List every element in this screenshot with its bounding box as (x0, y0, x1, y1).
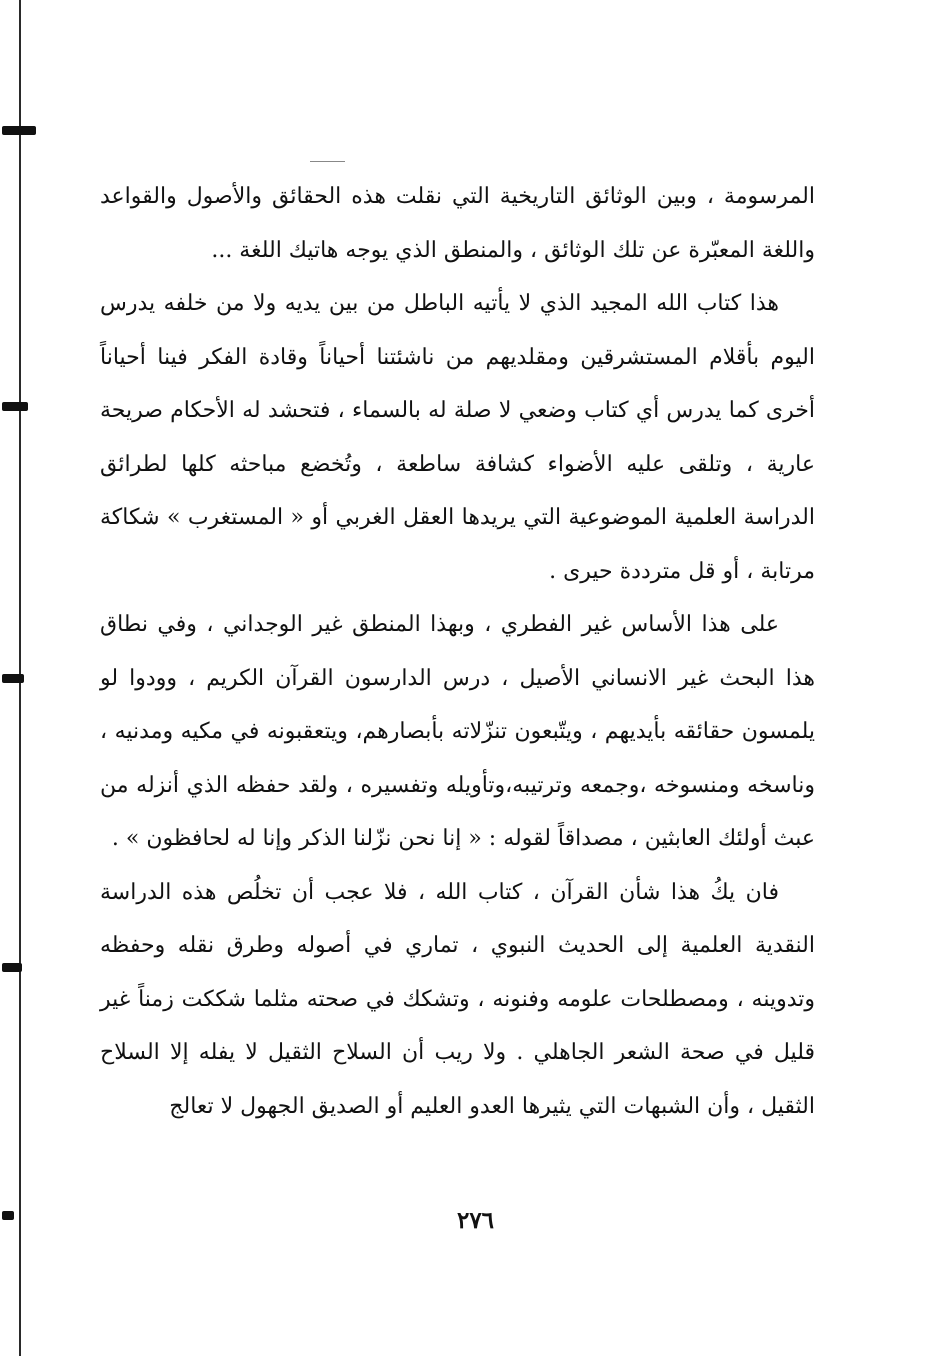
edge-tab-mark (2, 402, 28, 411)
paragraph-4: فان يكُ هذا شأن القرآن ، كتاب الله ، فلا عجب أن تخلُص هذه الدراسة النقدية العلمية إلى الحديث النبوي ، تماري في أصوله وطرق نقله وحفظه وتدوينه ، ومصطلحات علومه وفنونه ، وتشكك في صحته مثلما شككت زمناً غير قليل في صحة الشعر الجاهلي . ولا ريب أن السلاح الثقيل لا يفله إلا السلاح الثقيل ، وأن الشبهات التي يثيرها العدو العليم أو الصديق الجهول لا تعالج (100, 879, 815, 1119)
body-text (100, 170, 815, 1133)
edge-tab-mark (2, 126, 36, 135)
page-number: ٢٧٦ (456, 1207, 495, 1234)
paragraph-1: المرسومة ، وبين الوثائق التاريخية التي نقلت هذه الحقائق والأصول والقواعد واللغة المعبّرة عن تلك الوثائق ، والمنطق الذي يوجه هاتيك اللغة ... (100, 184, 815, 263)
edge-tab-mark (2, 674, 24, 683)
edge-tab-mark (2, 963, 22, 972)
paragraph-3: على هذا الأساس غير الفطري ، وبهذا المنطق غير الوجداني ، وفي نطاق هذا البحث غير الانساني الأصيل ، درس الدارسون القرآن الكريم ، وودوا لو يلمسون حقائقه بأيديهم ، ويتّبعون تنزّلاته بأبصارهم، ويتعقبونه في مكيه ومدنيه ، وناسخه ومنسوخه ،وجمعه وترتيبه،وتأويله وتفسيره ، ولقد حفظه الذي أنزله من عبث أولئك العابثين ، مصداقاً لقوله : « إنا نحن نزّلنا الذكر وإنا له لحافظون » . (100, 612, 815, 851)
paragraph-2: هذا كتاب الله المجيد الذي لا يأتيه الباطل من بين يديه ولا من خلفه يدرس اليوم بأقلام المستشرقين ومقلديهم من ناشئتنا أحياناً وقادة الفكر فينا أحياناً أخرى كما يدرس أي كتاب وضعي لا صلة له بالسماء ، فتحشد له الأحكام صريحة عارية ، وتلقى عليه الأضواء كشافة ساطعة ، وتُخضع مباحثه كلها لطرائق الدراسة العلمية الموضوعية التي يريدها العقل الغربي أو « المستغرب » شكاكة مرتابة ، أو قل مترددة حيرى . (100, 291, 815, 584)
scan-artifact-dash (310, 161, 345, 162)
